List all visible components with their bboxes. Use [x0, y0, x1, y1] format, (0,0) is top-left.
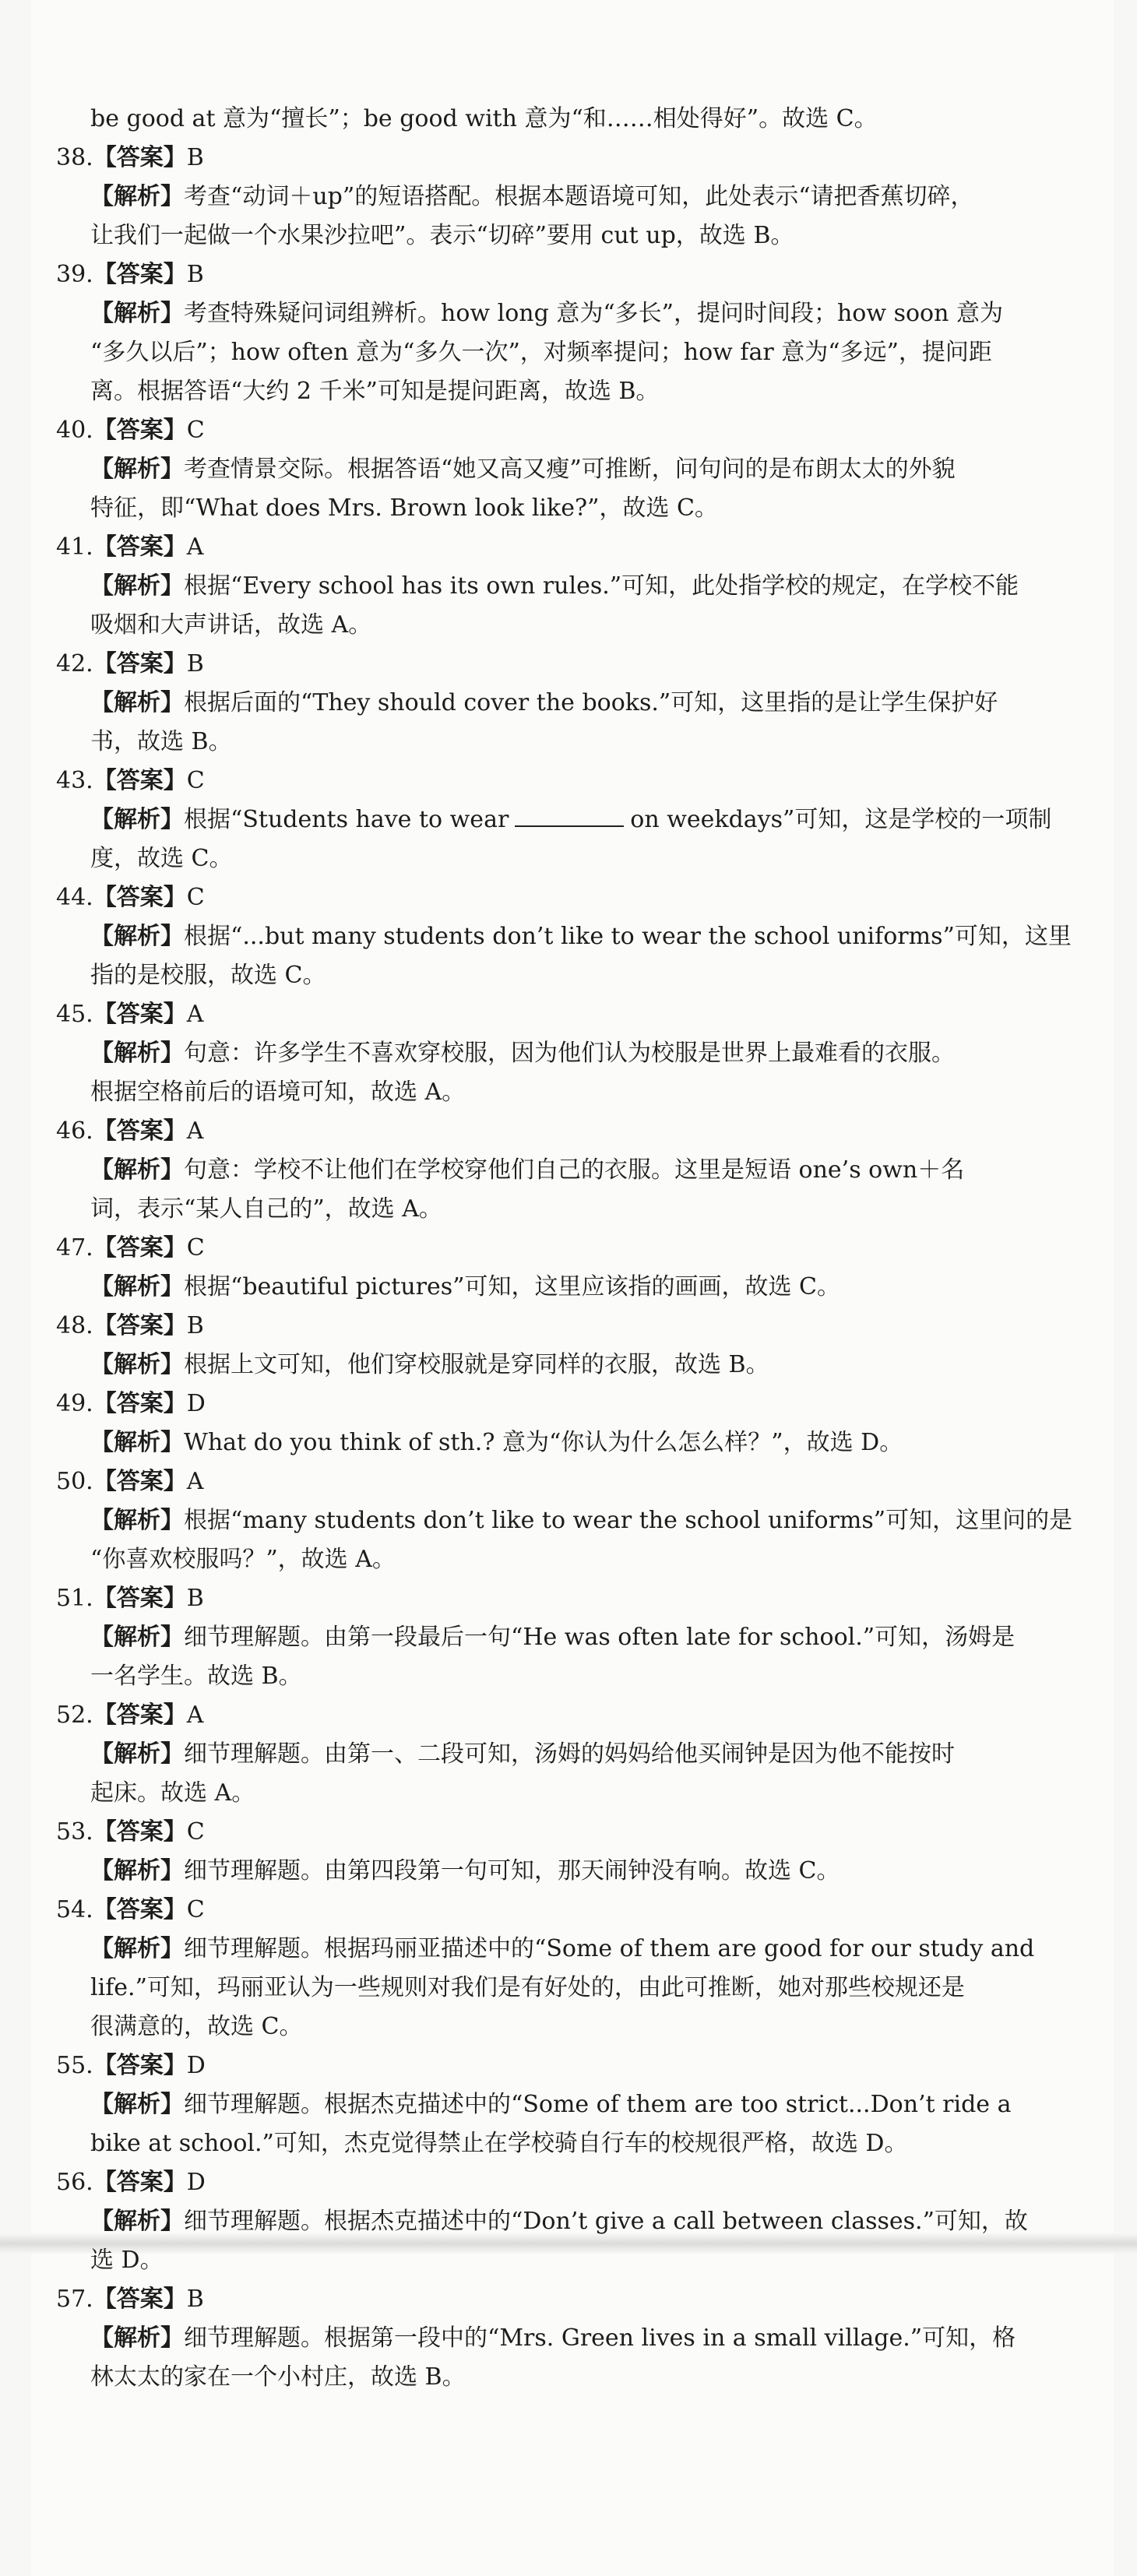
- answer-value: C: [186, 767, 205, 794]
- explanation-text: 吸烟和大声讲话，故选 A。: [90, 611, 372, 639]
- explanation-line: [56, 1501, 1097, 1540]
- answer-line: [56, 878, 1097, 917]
- explanation-tag: 【解析】: [90, 2324, 184, 2352]
- explanation-text: 让我们一起做一个水果沙拉吧”。表示“切碎”要用 cut up，故选 B。: [90, 222, 794, 249]
- explanation-line: [56, 450, 1097, 489]
- answer-line: [56, 1307, 1097, 1346]
- explanation-line: [56, 178, 1097, 216]
- explanation-text: 特征，即“What does Mrs. Brown look like?”，故选 C。: [90, 494, 718, 522]
- answer-tag: 【答案】: [93, 650, 187, 677]
- answer-line: [56, 1891, 1097, 1930]
- answer-tag: 【答案】: [93, 1001, 187, 1028]
- explanation-line: [56, 2085, 1097, 2124]
- explanation-text: 词，表示“某人自己的”，故选 A。: [90, 1195, 442, 1223]
- explanation-tag: 【解析】: [90, 1624, 184, 1651]
- explanation-line: [56, 684, 1097, 723]
- answer-line: [56, 1229, 1097, 1268]
- question-number: 48.: [56, 1312, 93, 1339]
- explanation-line: [56, 801, 1097, 839]
- answer-line: [56, 2280, 1097, 2319]
- explanation-tag: 【解析】: [90, 1351, 184, 1378]
- answer-value: D: [186, 2052, 206, 2079]
- answer-tag: 【答案】: [93, 1234, 187, 1262]
- answer-value: C: [186, 1234, 205, 1262]
- answer-value: B: [186, 261, 204, 288]
- explanation-text: 考查特殊疑问词组辨析。how long 意为“多长”，提问时间段；how soon 意为: [184, 300, 1003, 327]
- answer-value: A: [186, 1001, 204, 1028]
- question-number: 47.: [56, 1234, 93, 1262]
- answer-value: A: [186, 533, 204, 561]
- explanation-tag: 【解析】: [90, 1935, 184, 1962]
- explanation-text: 细节理解题。根据第一段中的“Mrs. Green lives in a small village.”可知，格: [184, 2324, 1016, 2352]
- answer-tag: 【答案】: [93, 1312, 187, 1339]
- explanation-line: [56, 2358, 1097, 2397]
- explanation-tag: 【解析】: [90, 1740, 184, 1768]
- answer-line: [56, 411, 1097, 450]
- explanation-text: 选 D。: [90, 2247, 164, 2274]
- explanation-tag: 【解析】: [90, 2091, 184, 2118]
- answer-tag: 【答案】: [93, 2169, 187, 2196]
- explanation-line: [56, 2008, 1097, 2046]
- explanation-line: [56, 917, 1097, 956]
- explanation-text: 句意：许多学生不喜欢穿校服，因为他们认为校服是世界上最难看的衣服。: [184, 1040, 955, 1067]
- explanation-tag: 【解析】: [90, 1429, 184, 1456]
- explanation-tag: 【解析】: [90, 572, 184, 600]
- explanation-text: 句意：学校不让他们在学校穿他们自己的衣服。这里是短语 one’s own＋名: [184, 1156, 965, 1184]
- explanation-text: 根据“many students don’t like to wear the school uniforms”可知，这里问的是: [184, 1507, 1073, 1534]
- answer-tag: 【答案】: [93, 1585, 187, 1612]
- explanation-text: 起床。故选 A。: [90, 1779, 255, 1807]
- explanation-text: 考查情景交际。根据答语“她又高又瘦”可推断，问句问的是布朗太太的外貌: [184, 456, 956, 483]
- question-number: 54.: [56, 1896, 93, 1923]
- question-number: 38.: [56, 144, 93, 171]
- question-number: 51.: [56, 1585, 93, 1612]
- explanation-tag: 【解析】: [90, 1507, 184, 1534]
- question-number: 45.: [56, 1001, 93, 1028]
- explanation-line: [56, 1540, 1097, 1579]
- explanation-text: 根据上文可知，他们穿校服就是穿同样的衣服，故选 B。: [184, 1351, 769, 1378]
- answer-line: [56, 762, 1097, 801]
- answer-line: [56, 139, 1097, 178]
- question-number: 43.: [56, 767, 93, 794]
- answer-value: A: [186, 1468, 204, 1495]
- answer-line: [56, 995, 1097, 1034]
- answer-line: [56, 1696, 1097, 1735]
- answer-tag: 【答案】: [93, 1701, 187, 1729]
- explanation-line: [56, 567, 1097, 606]
- answer-tag: 【答案】: [93, 417, 187, 444]
- explanation-text: 根据“Every school has its own rules.”可知，此处指学校的规定，在学校不能: [184, 572, 1019, 600]
- explanation-tag: 【解析】: [90, 1040, 184, 1067]
- question-number: 49.: [56, 1390, 93, 1417]
- explanation-text: 细节理解题。根据玛丽亚描述中的“Some of them are good for our study and: [184, 1935, 1035, 1962]
- explanation-text: 细节理解题。根据杰克描述中的“Don’t give a call between classes.”可知，故: [184, 2208, 1028, 2235]
- explanation-tag: 【解析】: [90, 689, 184, 716]
- answer-value: B: [186, 2286, 204, 2313]
- explanation-line: [56, 333, 1097, 372]
- intro-line: be good at 意为“擅长”；be good with 意为“和……相处得好”。故选 C。: [90, 105, 878, 132]
- answer-tag: 【答案】: [93, 144, 187, 171]
- answer-tag: 【答案】: [93, 1390, 187, 1417]
- explanation-line: [56, 723, 1097, 762]
- explanation-line: [56, 1034, 1097, 1073]
- question-number: 56.: [56, 2169, 93, 2196]
- explanation-line: [56, 1346, 1097, 1385]
- question-number: 57.: [56, 2286, 93, 2313]
- explanation-line: [56, 1073, 1097, 1112]
- explanation-line: [56, 1190, 1097, 1229]
- explanation-line: [56, 1423, 1097, 1462]
- explanation-line: [56, 489, 1097, 528]
- explanation-line: [56, 606, 1097, 645]
- answer-tag: 【答案】: [93, 1818, 187, 1846]
- explanation-tag: 【解析】: [90, 1273, 184, 1300]
- answer-tag: 【答案】: [93, 767, 187, 794]
- explanation-line: [56, 839, 1097, 878]
- explanation-text: “多久以后”；how often 意为“多久一次”，对频率提问；how far 意为“多远”，提问距: [90, 339, 992, 366]
- explanation-text: 指的是校服，故选 C。: [90, 962, 326, 989]
- question-number: 39.: [56, 261, 93, 288]
- explanation-text: on weekdays”可知，这是学校的一项制: [630, 806, 1052, 833]
- explanation-text: bike at school.”可知，杰克觉得禁止在学校骑自行车的校规很严格，故选 D。: [90, 2130, 908, 2157]
- answer-line: [56, 1385, 1097, 1423]
- explanation-text: 根据空格前后的语境可知，故选 A。: [90, 1079, 466, 1106]
- answer-tag: 【答案】: [93, 1468, 187, 1495]
- explanation-line: [56, 1657, 1097, 1696]
- explanation-text: 细节理解题。由第一段最后一句“He was often late for school.”可知，汤姆是: [184, 1624, 1016, 1651]
- answer-tag: 【答案】: [93, 533, 187, 561]
- answer-line: [56, 1813, 1097, 1852]
- answer-line: [56, 1579, 1097, 1618]
- explanation-text: 根据后面的“They should cover the books.”可知，这里指的是让学生保护好: [184, 689, 998, 716]
- answer-value: B: [186, 144, 204, 171]
- explanation-text: 林太太的家在一个小村庄，故选 B。: [90, 2363, 466, 2391]
- question-number: 40.: [56, 417, 93, 444]
- explanation-text: 离。根据答语“大约 2 千米”可知是提问距离，故选 B。: [90, 378, 660, 405]
- answer-value: C: [186, 884, 205, 911]
- explanation-tag: 【解析】: [90, 806, 184, 833]
- answer-value: B: [186, 1312, 204, 1339]
- explanation-line: [56, 1774, 1097, 1813]
- answer-tag: 【答案】: [93, 261, 187, 288]
- explanation-text: 考查“动词＋up”的短语搭配。根据本题语境可知，此处表示“请把香蕉切碎，: [184, 183, 974, 210]
- explanation-line: [56, 2202, 1097, 2241]
- explanation-text: life.”可知，玛丽亚认为一些规则对我们是有好处的，由此可推断，她对那些校规还是: [90, 1974, 965, 2001]
- answer-value: C: [186, 1818, 205, 1846]
- answer-value: C: [186, 417, 205, 444]
- explanation-tag: 【解析】: [90, 183, 184, 210]
- question-number: 42.: [56, 650, 93, 677]
- explanation-line: [56, 1268, 1097, 1307]
- explanation-text: 根据“beautiful pictures”可知，这里应该指的画画，故选 C。: [184, 1273, 841, 1300]
- explanation-line: [56, 294, 1097, 333]
- explanation-tag: 【解析】: [90, 300, 184, 327]
- answer-tag: 【答案】: [93, 2286, 187, 2313]
- explanation-line: [56, 1151, 1097, 1190]
- question-number: 46.: [56, 1117, 93, 1145]
- answer-line: [56, 2163, 1097, 2202]
- explanation-line: [56, 216, 1097, 255]
- answer-value: A: [186, 1701, 204, 1729]
- explanation-line: [56, 1969, 1097, 2008]
- answer-tag: 【答案】: [93, 1896, 187, 1923]
- explanation-text: “你喜欢校服吗？”，故选 A。: [90, 1546, 396, 1573]
- answer-line: [56, 528, 1097, 567]
- explanation-tag: 【解析】: [90, 456, 184, 483]
- explanation-line: [56, 2319, 1097, 2358]
- answer-value: D: [186, 2169, 206, 2196]
- explanation-text: What do you think of sth.? 意为“你认为什么怎么样？”，故选 D。: [184, 1429, 903, 1456]
- explanation-line: [56, 1852, 1097, 1891]
- answer-line: [56, 2046, 1097, 2085]
- explanation-line: [56, 1618, 1097, 1657]
- explanation-text: 细节理解题。根据杰克描述中的“Some of them are too strict...Don’t ride a: [184, 2091, 1012, 2118]
- explanation-text: 度，故选 C。: [90, 845, 233, 872]
- question-number: 44.: [56, 884, 93, 911]
- question-number: 50.: [56, 1468, 93, 1495]
- explanation-line: [56, 2124, 1097, 2163]
- explanation-text: 细节理解题。由第四段第一句可知，那天闹钟没有响。故选 C。: [184, 1857, 840, 1884]
- explanation-line: [56, 1735, 1097, 1774]
- answer-line: [56, 1462, 1097, 1501]
- answer-tag: 【答案】: [93, 884, 187, 911]
- answer-value: B: [186, 650, 204, 677]
- explanation-line: [56, 2241, 1097, 2280]
- explanation-text: 书，故选 B。: [90, 728, 232, 755]
- explanation-line: [56, 1930, 1097, 1969]
- explanation-text: 根据“...but many students don’t like to wear the school uniforms”可知，这里: [184, 923, 1072, 950]
- question-number: 53.: [56, 1818, 93, 1846]
- explanation-tag: 【解析】: [90, 1857, 184, 1884]
- explanation-tag: 【解析】: [90, 923, 184, 950]
- answer-line: [56, 1112, 1097, 1151]
- answer-line: [56, 255, 1097, 294]
- explanation-line: [56, 956, 1097, 995]
- explanation-text: 细节理解题。由第一、二段可知，汤姆的妈妈给他买闹钟是因为他不能按时: [184, 1740, 955, 1768]
- question-number: 41.: [56, 533, 93, 561]
- question-number: 55.: [56, 2052, 93, 2079]
- answer-value: A: [186, 1117, 204, 1145]
- explanation-text: 一名学生。故选 B。: [90, 1663, 302, 1690]
- answer-value: B: [186, 1585, 204, 1612]
- answer-value: D: [186, 1390, 206, 1417]
- explanation-text: 很满意的，故选 C。: [90, 2013, 303, 2040]
- answer-tag: 【答案】: [93, 1117, 187, 1145]
- answer-line: [56, 645, 1097, 684]
- answer-tag: 【答案】: [93, 2052, 187, 2079]
- explanation-tag: 【解析】: [90, 2208, 184, 2235]
- question-number: 52.: [56, 1701, 93, 1729]
- explanation-text: 根据“Students have to wear: [184, 806, 509, 833]
- answer-explanations: [56, 100, 1097, 2397]
- explanation-tag: 【解析】: [90, 1156, 184, 1184]
- explanation-line: [56, 372, 1097, 411]
- answer-value: C: [186, 1896, 205, 1923]
- fill-blank: [515, 805, 624, 827]
